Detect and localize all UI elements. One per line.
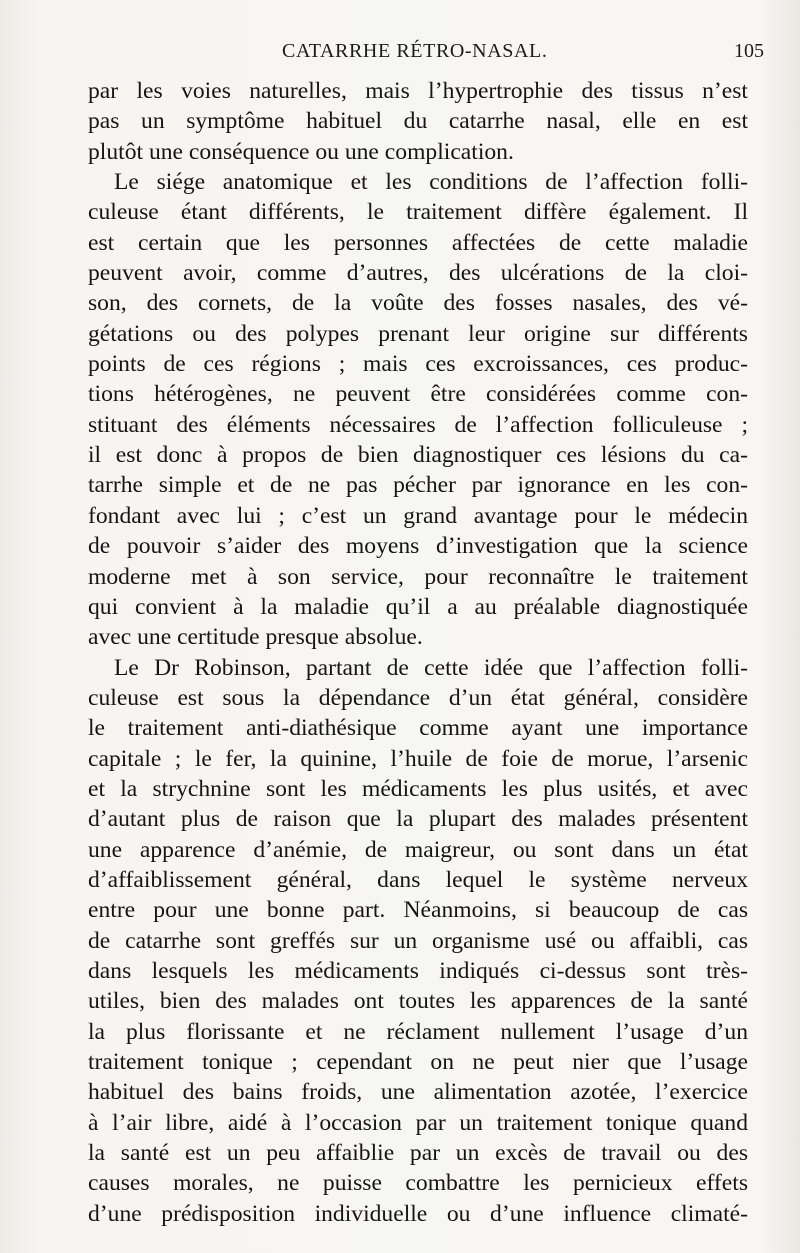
text-line: plutôt une conséquence ou une complication. [88,138,514,165]
text-line: culeuse est sous la dépendance d’un état général, considère [88,684,748,711]
text-line: d’autant plus de raison que la plupart des malades présentent [88,806,748,833]
paragraph [88,653,748,1230]
body-text [88,76,748,1229]
text-line: moderne met à son service, pour reconnaître le traitement [88,563,748,590]
text-line: entre pour une bonne part. Néanmoins, si beaucoup de cas [88,897,748,924]
page-number: 105 [734,40,764,62]
text-line: tions hétérogènes, ne peuvent être considérées comme con- [88,381,748,408]
text-line: Le Dr Robinson, partant de cette idée que l’affection folli- [114,654,748,681]
text-line: gétations ou des polypes prenant leur origine sur différents [88,320,748,347]
text-line: d’affaiblissement général, dans lequel le système nerveux [88,866,748,893]
text-line: fondant avec lui ; c’est un grand avantage pour le médecin [88,502,748,529]
text-line: avec une certitude presque absolue. [88,624,423,651]
text-line: capitale ; le fer, la quinine, l’huile de foie de morue, l’arsenic [88,745,748,772]
text-line: d’une prédisposition individuelle ou d’une influence climaté- [88,1200,748,1227]
text-line: traitement tonique ; cependant on ne peut nier que l’usage [88,1049,748,1075]
text-line: culeuse étant différents, le traitement diffère également. Il [88,199,748,226]
text-line: causes morales, ne puisse combattre les pernicieux effets [88,1170,748,1197]
text-line: pas un symptôme habituel du catarrhe nasal, elle en est [88,108,748,135]
text-line: peuvent avoir, comme d’autres, des ulcérations de la cloi- [88,260,748,287]
text-line: points de ces régions ; mais ces excroissances, ces produc- [88,351,748,378]
text-line: le traitement anti-diathésique comme ayant une importance [88,715,748,742]
paragraph [88,76,748,167]
text-line: son, des cornets, de la voûte des fosses nasales, des vé- [88,290,748,317]
paragraph [88,167,748,653]
text-line: et la strychnine sont les médicaments les plus usités, et avec [88,775,748,802]
page-header [88,40,764,70]
text-line: habituel des bains froids, une alimentation azotée, l’exercice [88,1079,748,1106]
running-title: CATARRHE RÉTRO-NASAL. [282,40,548,62]
text-line: une apparence d’anémie, de maigreur, ou sont dans un état [88,836,748,863]
text-line: la plus florissante et ne réclament nullement l’usage d’un [88,1018,748,1045]
text-line: tarrhe simple et de ne pas pécher par ignorance en les con- [88,472,748,499]
text-line: dans lesquels les médicaments indiqués ci-dessus sont très- [88,957,748,984]
text-line: utiles, bien des malades ont toutes les apparences de la santé [88,988,748,1015]
text-line: est certain que les personnes affectées de cette maladie [88,229,748,256]
text-line: à l’air libre, aidé à l’occasion par un traitement tonique quand [88,1109,748,1136]
text-line: la santé est un peu affaiblie par un excès de travail ou des [88,1140,748,1167]
text-line: stituant des éléments nécessaires de l’affection folliculeuse ; [88,411,748,438]
text-line: Le siége anatomique et les conditions de l’affection folli- [114,169,748,196]
text-line: il est donc à propos de bien diagnostiquer ces lésions du ca- [88,442,748,469]
text-line: qui convient à la maladie qu’il a au préalable diagnostiquée [88,593,748,620]
text-line: par les voies naturelles, mais l’hypertrophie des tissus n’est [88,78,748,104]
text-line: de pouvoir s’aider des moyens d’investigation que la science [88,533,748,560]
text-line: de catarrhe sont greffés sur un organisme usé ou affaibli, cas [88,927,748,954]
